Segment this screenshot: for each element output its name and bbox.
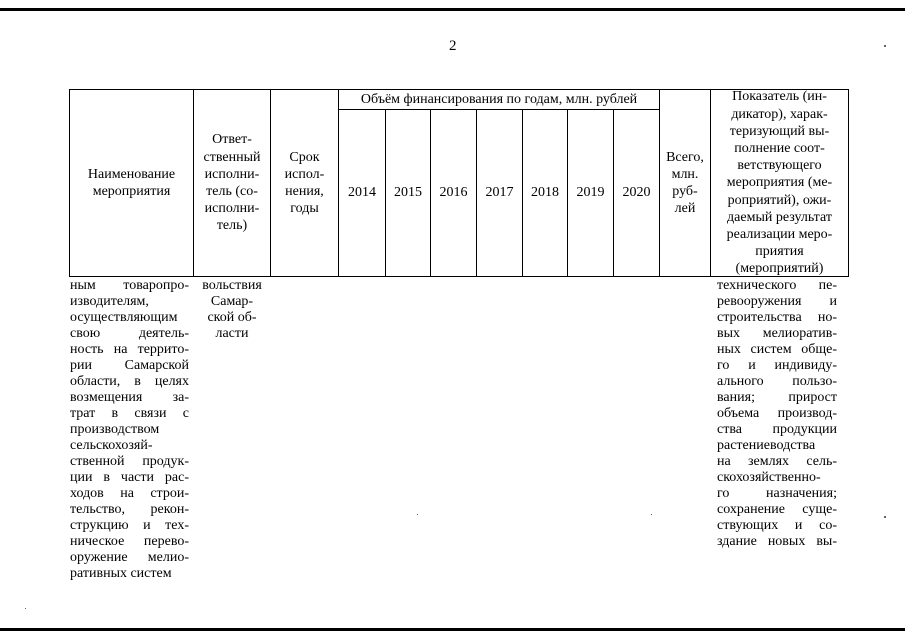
header-deadline-line: нения, [285,184,324,199]
header-executor [194,90,270,276]
row-executor-line: ской об- [207,310,257,325]
header-executor-line: исполни- [204,166,260,182]
row-indicator-line: вания; прирост [717,390,837,405]
header-indicator-line: полнение соот- [734,141,825,156]
row-name-line: ративных систем [70,566,172,581]
row-name-line: ным товаропро- [70,278,189,293]
row-indicator-line: го и индивиду- [717,358,837,373]
header-indicator-line: реализации меро- [726,227,833,243]
row-executor-line: вольствия [202,278,262,293]
row-indicator-line: здание новых вы- [717,534,837,549]
header-executor-line: исполни- [204,201,260,217]
header-indicator-line: (мероприятий) [735,261,824,277]
header-total-line: млн. [671,166,699,182]
scan-speck [25,608,26,609]
header-indicator-line: дикатор), харак- [731,106,828,122]
top-rule [0,8,905,11]
scan-speck [884,45,886,47]
header-deadline-line: испол- [284,166,325,182]
header-deadline-line: Срок [289,149,320,165]
row-name-line: производством [70,422,160,437]
scan-speck [651,514,652,515]
header-year: 2018 [531,185,559,201]
header-year: 2020 [622,185,651,201]
row-executor-cell [194,278,270,342]
row-name-line: сельскохозяй- [70,438,153,453]
row-name-line: тельство, рекон- [70,502,189,517]
row-name-line: изводителям, [70,294,149,309]
header-year: 2017 [485,185,514,201]
row-indicator-line: строительства но- [717,310,837,325]
header-total-line: лей [674,201,696,217]
header-executor-line: ственный [203,149,261,165]
header-name-text: Наименование мероприятия [87,166,176,199]
row-name-line: трат в связи с [70,406,189,421]
header-year: 2019 [576,185,605,201]
scan-speck [884,516,886,518]
header-indicator-line: теризующий вы- [729,123,830,139]
row-name-line: оружение мелио- [70,550,189,565]
header-executor-line: Ответ- [212,132,252,148]
scan-speck [417,514,418,515]
row-indicator-line: растениеводства [717,438,816,453]
row-name-line: струкцию и тех- [70,518,189,533]
header-funding-group [339,90,659,109]
header-name [70,90,193,276]
row-name-line: осуществляющим [70,310,178,325]
row-indicator-line: ствующих и со- [717,518,837,533]
header-indicator-line: роприятий), ожи- [727,192,832,208]
row-executor-line: ласти [215,326,249,341]
bottom-rule [0,628,905,631]
row-indicator-line: ального пользо- [717,374,837,389]
row-indicator-line: сохранение суще- [717,502,837,517]
row-indicator-line: объема производ- [717,406,837,421]
header-deadline-line: годы [290,201,319,217]
row-indicator-line: на землях сель- [717,454,837,469]
header-deadline [271,90,338,276]
table-border [848,89,849,277]
row-name-line: рии Самарской [70,358,189,373]
row-indicator-line: вых мелиоратив- [717,326,837,341]
page-number: 2 [449,38,457,54]
row-indicator-line: ных систем обще- [717,342,837,357]
row-name-line: области, в целях [70,374,189,389]
row-name-line: ходов на строи- [70,486,189,501]
row-executor-line: Самар- [210,294,254,309]
header-indicator-line: приятия [755,244,804,260]
row-name-line: ническое перево- [70,534,189,549]
row-indicator-line: ства продукции [717,422,837,437]
header-indicator [711,90,848,276]
header-executor-line: тель) [216,218,248,234]
header-indicator-line: Показатель (ин- [732,89,827,105]
header-executor-line: тель (со- [206,184,258,199]
row-name-line: ственной продук- [70,454,189,469]
row-name-line: свою деятель- [70,326,189,341]
row-indicator-cell [717,278,837,550]
header-year: 2015 [394,185,422,201]
row-indicator-line: скохозяйственно- [717,470,821,485]
header-total-line: руб- [672,184,698,199]
table-border [69,276,849,277]
row-name-line: ность на террито- [70,342,189,357]
row-name-cell [70,278,189,582]
row-name-line: ции в части рас- [70,470,189,485]
header-indicator-line: ветствующего [737,158,822,174]
row-indicator-line: го назначения; [717,486,837,501]
header-year: 2014 [348,185,376,201]
header-year: 2016 [439,185,468,201]
header-indicator-line: мероприятия (ме- [726,175,833,191]
header-funding-group-text: Объём финансирования по годам, млн. рублей [360,91,638,107]
header-total [660,90,710,276]
header-indicator-line: даемый результат [727,209,832,225]
row-name-line: возмещения за- [70,390,189,405]
row-indicator-line: технического пе- [717,278,837,293]
row-indicator-line: ревооружения и [717,294,837,309]
header-total-line: Всего, [666,149,704,165]
